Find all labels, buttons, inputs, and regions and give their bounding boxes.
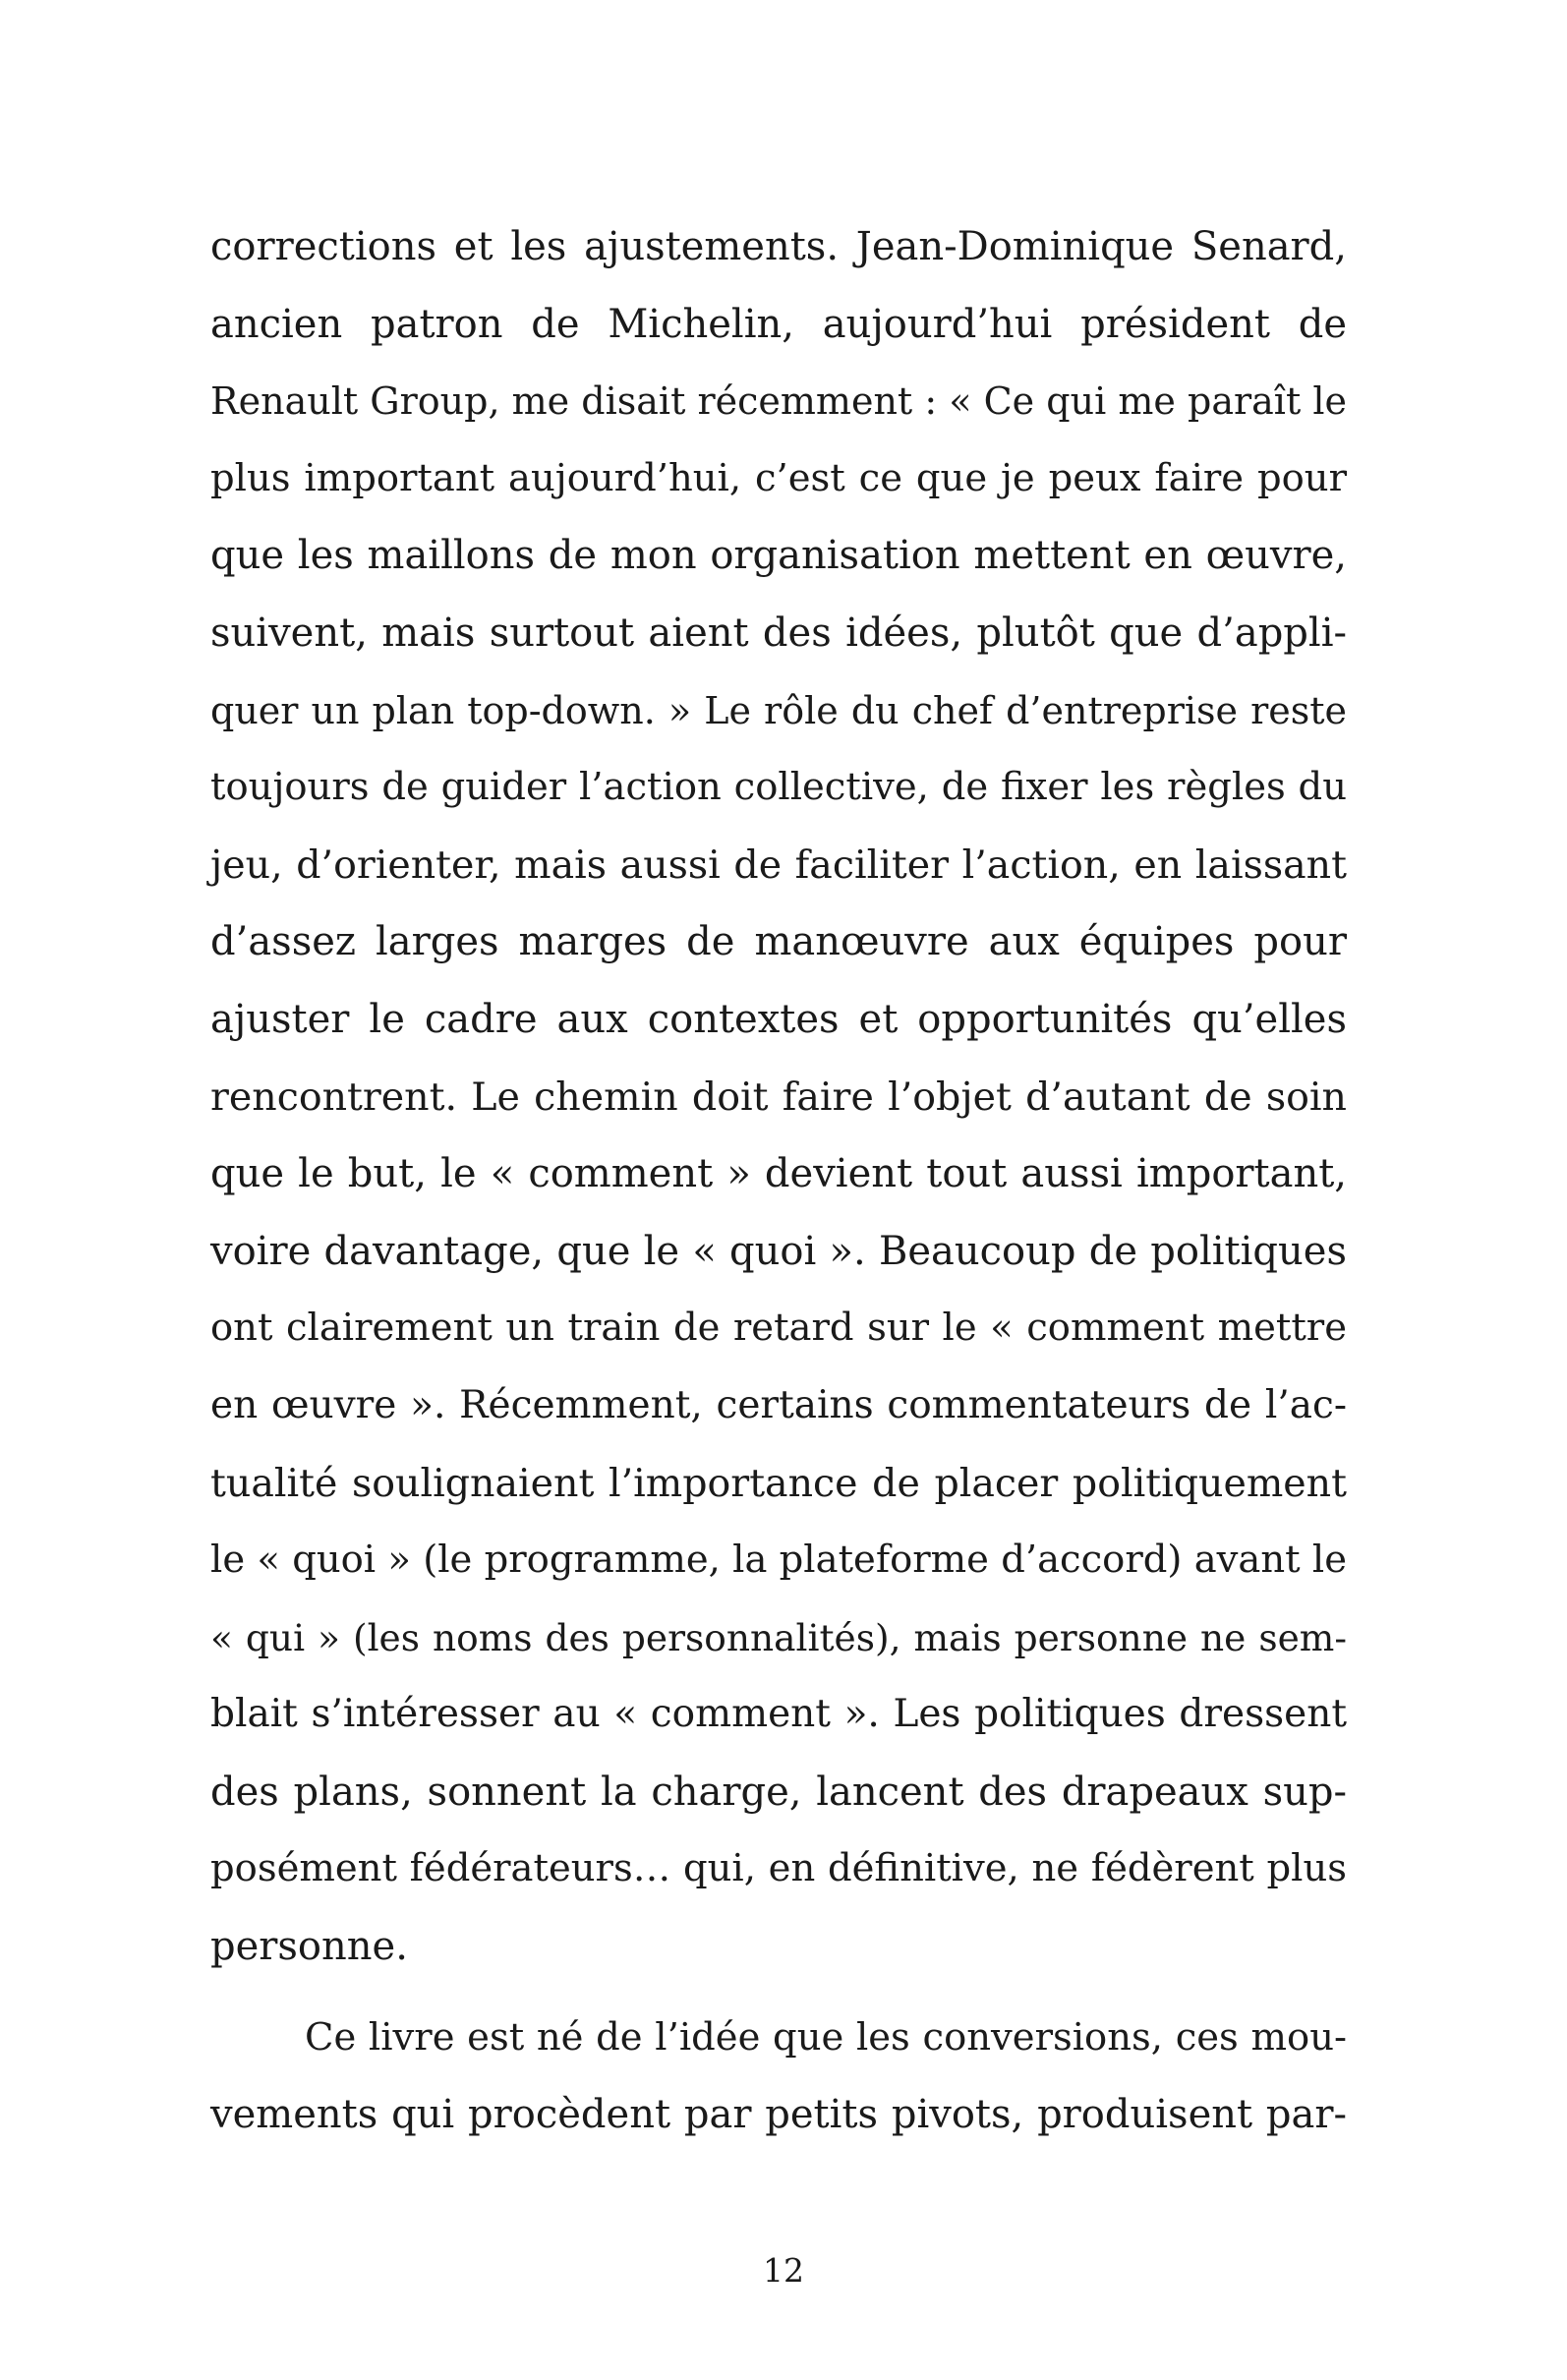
text-line: toujours de guider l’action collective, de fixer les règles du <box>210 765 1347 810</box>
body-text <box>210 208 1347 2154</box>
text-line: d’assez larges marges de manœuvre aux équipes pour <box>210 919 1347 965</box>
text-line: quer un plan top-down. » Le rôle du chef d’entreprise reste <box>210 688 1347 732</box>
text-line: blait s’intéresser au « comment ». Les politiques dressent <box>210 1692 1347 1737</box>
text-line: voire davantage, que le « quoi ». Beaucoup de politiques <box>210 1228 1347 1274</box>
text-line: corrections et les ajustements. Jean-Dominique Senard, <box>210 224 1347 269</box>
text-line: le « quoi » (le programme, la plateforme d’accord) avant le <box>210 1538 1347 1583</box>
text-line: vements qui procèdent par petits pivots, produisent par- <box>210 2092 1347 2138</box>
text-line: ancien patron de Michelin, aujourd’hui président de <box>210 301 1347 347</box>
text-line: des plans, sonnent la charge, lancent des drapeaux sup- <box>210 1769 1347 1815</box>
text-line: tualité soulignaient l’importance de placer politiquement <box>210 1460 1347 1506</box>
paragraph-2 <box>210 2000 1347 2154</box>
text-line: ont clairement un train de retard sur le « comment mettre <box>210 1306 1347 1351</box>
text-line: Renault Group, me disait récemment : « Ce qui me paraît le <box>210 379 1347 424</box>
paragraph-1 <box>210 208 1347 1986</box>
text-line: jeu, d’orienter, mais aussi de faciliter l’action, en laissant <box>210 842 1347 888</box>
text-line: en œuvre ». Récemment, certains commentateurs de l’ac- <box>210 1382 1347 1427</box>
text-line: que le but, le « comment » devient tout aussi important, <box>210 1151 1347 1197</box>
page-number: 12 <box>763 2251 804 2290</box>
text-line: posément fédérateurs… qui, en définitive, ne fédèrent plus <box>210 1846 1347 1891</box>
text-line: personne. <box>210 1924 408 1970</box>
text-line: que les maillons de mon organisation mettent en œuvre, <box>210 533 1347 579</box>
paragraph-gap <box>210 1986 1347 2000</box>
text-line: ajuster le cadre aux contextes et opportunités qu’elles <box>210 996 1347 1042</box>
text-line: suivent, mais surtout aient des idées, plutôt que d’appli- <box>210 610 1347 656</box>
text-line: plus important aujourd’hui, c’est ce que je peux faire pour <box>210 455 1347 500</box>
text-line: Ce livre est né de l’idée que les conversions, ces mou- <box>305 2014 1347 2060</box>
text-line: rencontrent. Le chemin doit faire l’objet d’autant de soin <box>210 1074 1347 1120</box>
text-line: « qui » (les noms des personnalités), mais personne ne sem- <box>210 1615 1347 1659</box>
